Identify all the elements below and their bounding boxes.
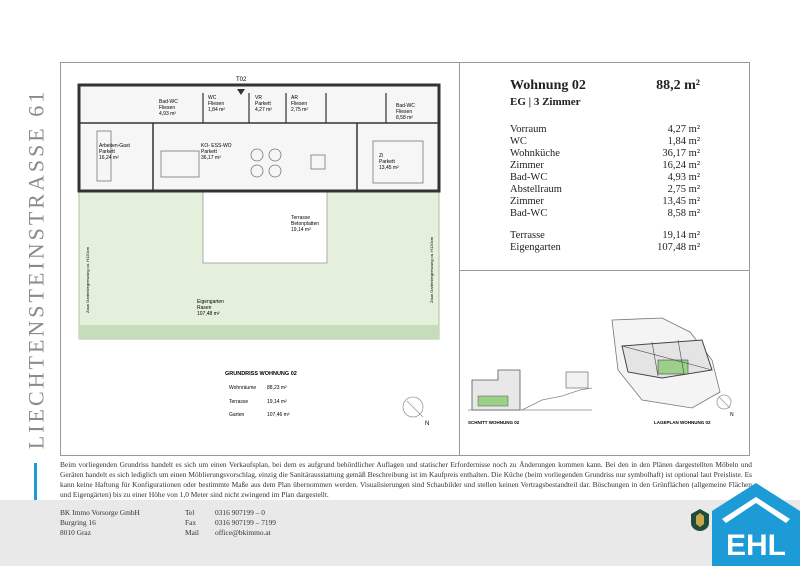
bk-logo-icon: [690, 508, 710, 532]
svg-text:KO- ESS-WOParkett36,17 m²: KO- ESS-WO Parkett 36,17 m²: [201, 143, 232, 161]
room-row: Vorraum 4,27 m²: [510, 124, 700, 135]
ehl-logo[interactable]: [712, 481, 800, 566]
contact-labels: Tel Fax Mail: [185, 508, 199, 537]
floor-plan: [61, 63, 459, 455]
contact-values: [215, 508, 276, 538]
svg-text:Arbeiten-GastParkett16,24 m²: Arbeiten-Gast Parkett 16,24 m²: [99, 143, 130, 161]
company-address: BK Immo Vorsorge GmbH Burgring 16 8010 Graz: [60, 508, 140, 537]
svg-text:Wohnräume: Wohnräume: [229, 385, 257, 391]
outdoor-row: Terrasse 19,14 m²: [510, 230, 700, 241]
horizontal-divider: [459, 270, 750, 271]
room-list: [510, 124, 700, 220]
accent-bar: [34, 463, 37, 503]
svg-text:Terrasse: Terrasse: [229, 399, 249, 405]
svg-text:ZiParkett13,45 m²: Zi Parkett 13,45 m²: [379, 153, 399, 171]
room-row: Zimmer 16,24 m²: [510, 160, 700, 171]
site-drawings: [462, 300, 747, 435]
svg-text:19,14 m²: 19,14 m²: [267, 399, 287, 405]
svg-text:ARFliesen2,75 m²: AR Fliesen 2,75 m²: [291, 95, 308, 113]
room-row: Abstellraum 2,75 m²: [510, 184, 700, 195]
outdoor-row: Eigengarten 107,48 m²: [510, 242, 700, 253]
apartment-size: 88,2 m²: [656, 78, 700, 93]
phone-number: 0316 907199 – 0: [215, 508, 265, 517]
svg-text:88,23 m²: 88,23 m²: [267, 385, 287, 391]
section-drawing: [468, 370, 592, 410]
disclaimer-text: Beim vorliegenden Grundriss handelt es sich um einen Verkaufsplan, bei dem es aufgrund behördlicher Auflagen und statischer Erfordernisse noch zu Änderungen kommen kann. Bei den in den Plänen dargestellten Möbeln und Geräten handelt es sich lediglich um einen Möblierungsvorschlag, einzig die Sanitärausstattung gemäß Beschreibung ist im Kaufpreis enthalten. Die Küche (beim vorliegenden Grundriss nur symbolhaft) ist optional laut Preisliste. Es kann keine Haftung für Konfigurationen oder bestimmte Maße aus dem Plan übernommen werden. Visualisierungen sind Schaubilder und stellen keinen Vertragsbestandteil dar. Böschungen in den Grünflächen (allgemeine Flächen und Eigengärten) bis zu einer Höhe von 1,0 Meter sind nicht zwingend im Plan dargestellt.: [60, 460, 752, 499]
svg-text:Garten: Garten: [229, 412, 245, 418]
svg-text:VRParkett4,27 m²: VR Parkett 4,27 m²: [255, 95, 272, 113]
svg-text:N: N: [425, 421, 430, 427]
svg-text:Bad-WCFliesen8,58 m²: Bad-WC Fliesen 8,58 m²: [396, 103, 415, 121]
room-row: Zimmer 13,45 m²: [510, 196, 700, 207]
email-link[interactable]: office@bkimmo.at: [215, 528, 271, 537]
svg-text:107,46 m²: 107,46 m²: [267, 412, 290, 418]
svg-text:Bad-WCFliesen4,93 m²: Bad-WC Fliesen 4,93 m²: [159, 99, 178, 117]
svg-text:EigengartenRasen107,48 m²: Eigengarten Rasen 107,48 m²: [197, 299, 224, 317]
apartment-info: [510, 78, 700, 254]
svg-text:LAGEPLAN WOHNUNG 02: LAGEPLAN WOHNUNG 02: [654, 420, 711, 425]
room-row: Wohnküche 36,17 m²: [510, 148, 700, 159]
svg-text:Zaun Gartenbegrenzung ca. H120: Zaun Gartenbegrenzung ca. H120cm: [429, 236, 434, 303]
svg-text:N: N: [730, 412, 734, 418]
apartment-name: Wohnung 02: [510, 78, 586, 93]
room-row: Bad-WC 8,58 m²: [510, 208, 700, 219]
hedge-strip: [79, 325, 439, 339]
room-row: WC 1,84 m²: [510, 136, 700, 147]
svg-text:EHL: EHL: [726, 529, 786, 562]
svg-text:SCHNITT WOHNUNG 02: SCHNITT WOHNUNG 02: [468, 420, 520, 425]
lageplan-drawing: [612, 318, 720, 408]
outdoor-list: [510, 230, 700, 254]
svg-text:GRUNDRISS WOHNUNG 02: GRUNDRISS WOHNUNG 02: [225, 371, 297, 377]
side-title: [16, 74, 56, 464]
svg-text:Zaun Gartenbegrenzung ca. H120: Zaun Gartenbegrenzung ca. H120cm: [85, 246, 90, 313]
room-row: Bad-WC 4,93 m²: [510, 172, 700, 183]
svg-text:WCFliesen1,84 m²: WC Fliesen 1,84 m²: [208, 95, 225, 113]
vertical-divider: [459, 62, 460, 456]
fax-number: 0316 907199 – 7199: [215, 518, 276, 527]
apartment-subtitle: EG | 3 Zimmer: [510, 96, 581, 108]
svg-text:T02: T02: [236, 77, 247, 83]
footer: [0, 500, 800, 566]
side-title-text: LIECHTENSTEINSTRASSE 61: [23, 88, 48, 450]
svg-text:TerrasseBetonplatten19,14 m²: Terrasse Betonplatten 19,14 m²: [291, 215, 320, 233]
